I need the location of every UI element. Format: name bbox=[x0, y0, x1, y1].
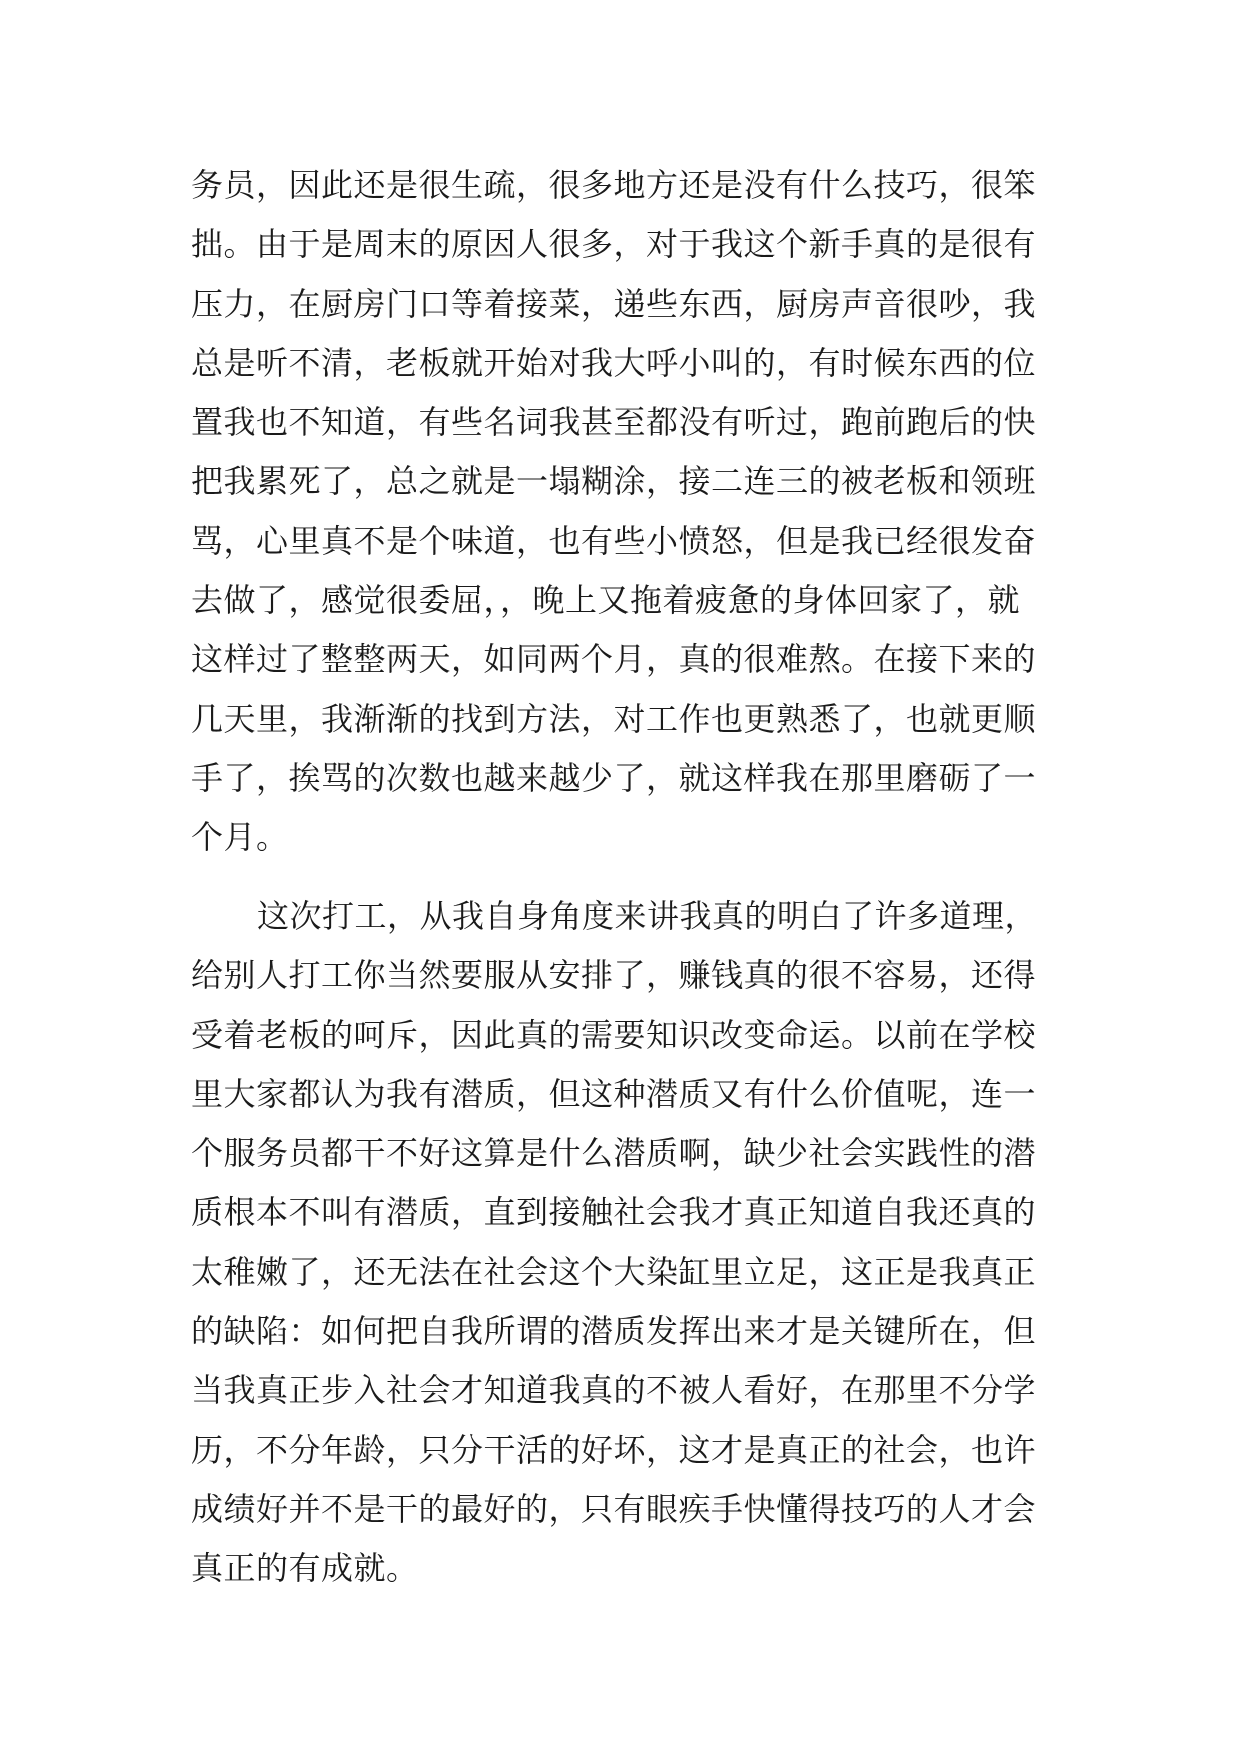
paragraph-line: 总是听不清，老板就开始对我大呼小叫的，有时候东西的位 bbox=[191, 343, 1037, 382]
paragraph-line: 拙。由于是周末的原因人很多，对于我这个新手真的是很有 bbox=[191, 225, 1037, 264]
paragraph-1 bbox=[191, 156, 1059, 868]
paragraph-line: 这样过了整整两天，如同两个月，真的很难熬。在接下来的 bbox=[191, 640, 1037, 679]
paragraph-line: 太稚嫩了，还无法在社会这个大染缸里立足，这正是我真正 bbox=[191, 1252, 1037, 1291]
paragraph-line: 骂，心里真不是个味道，也有些小愤怒，但是我已经很发奋 bbox=[191, 521, 1037, 560]
paragraph-line: 当我真正步入社会才知道我真的不被人看好，在那里不分学 bbox=[191, 1371, 1037, 1410]
paragraph-line: 受着老板的呵斥，因此真的需要知识改变命运。以前在学校 bbox=[191, 1015, 1037, 1054]
paragraph-line: 手了，挨骂的次数也越来越少了，就这样我在那里磨砺了一 bbox=[191, 758, 1037, 797]
paragraph-line: 成绩好并不是干的最好的，只有眼疾手快懂得技巧的人才会 bbox=[191, 1489, 1037, 1528]
paragraph-line: 质根本不叫有潜质，直到接触社会我才真正知道自我还真的 bbox=[191, 1193, 1037, 1232]
paragraph-line: 务员，因此还是很生疏，很多地方还是没有什么技巧，很笨 bbox=[191, 166, 1037, 204]
paragraph-line: 个服务员都干不好这算是什么潜质啊，缺少社会实践性的潜 bbox=[191, 1134, 1037, 1173]
paragraph-line: 个月。 bbox=[191, 818, 289, 857]
paragraph-line: 的缺陷：如何把自我所谓的潜质发挥出来才是关键所在，但 bbox=[191, 1312, 1037, 1351]
paragraph-line: 把我累死了，总之就是一塌糊涂，接二连三的被老板和领班 bbox=[191, 462, 1037, 501]
paragraph-line: 置我也不知道，有些名词我甚至都没有听过，跑前跑后的快 bbox=[191, 403, 1037, 442]
paragraph-line: 给别人打工你当然要服从安排了，赚钱真的很不容易，还得 bbox=[191, 956, 1037, 995]
paragraph-line: 压力，在厨房门口等着接菜，递些东西，厨房声音很吵，我 bbox=[191, 284, 1037, 323]
paragraph-line: 这次打工，从我自身角度来讲我真的明白了许多道理， bbox=[257, 897, 1038, 935]
paragraph-line: 里大家都认为我有潜质，但这种潜质又有什么价值呢，连一 bbox=[191, 1074, 1037, 1113]
paragraph-2 bbox=[191, 887, 1059, 1599]
paragraph-line: 去做了，感觉很委屈，，晚上又拖着疲惫的身体回家了，就 bbox=[191, 581, 1021, 620]
paragraph-line: 历，不分年龄，只分干活的好坏，这才是真正的社会，也许 bbox=[191, 1430, 1037, 1469]
paragraph-line: 几天里，我渐渐的找到方法，对工作也更熟悉了，也就更顺 bbox=[191, 699, 1037, 738]
paragraph-line: 真正的有成就。 bbox=[191, 1549, 419, 1588]
